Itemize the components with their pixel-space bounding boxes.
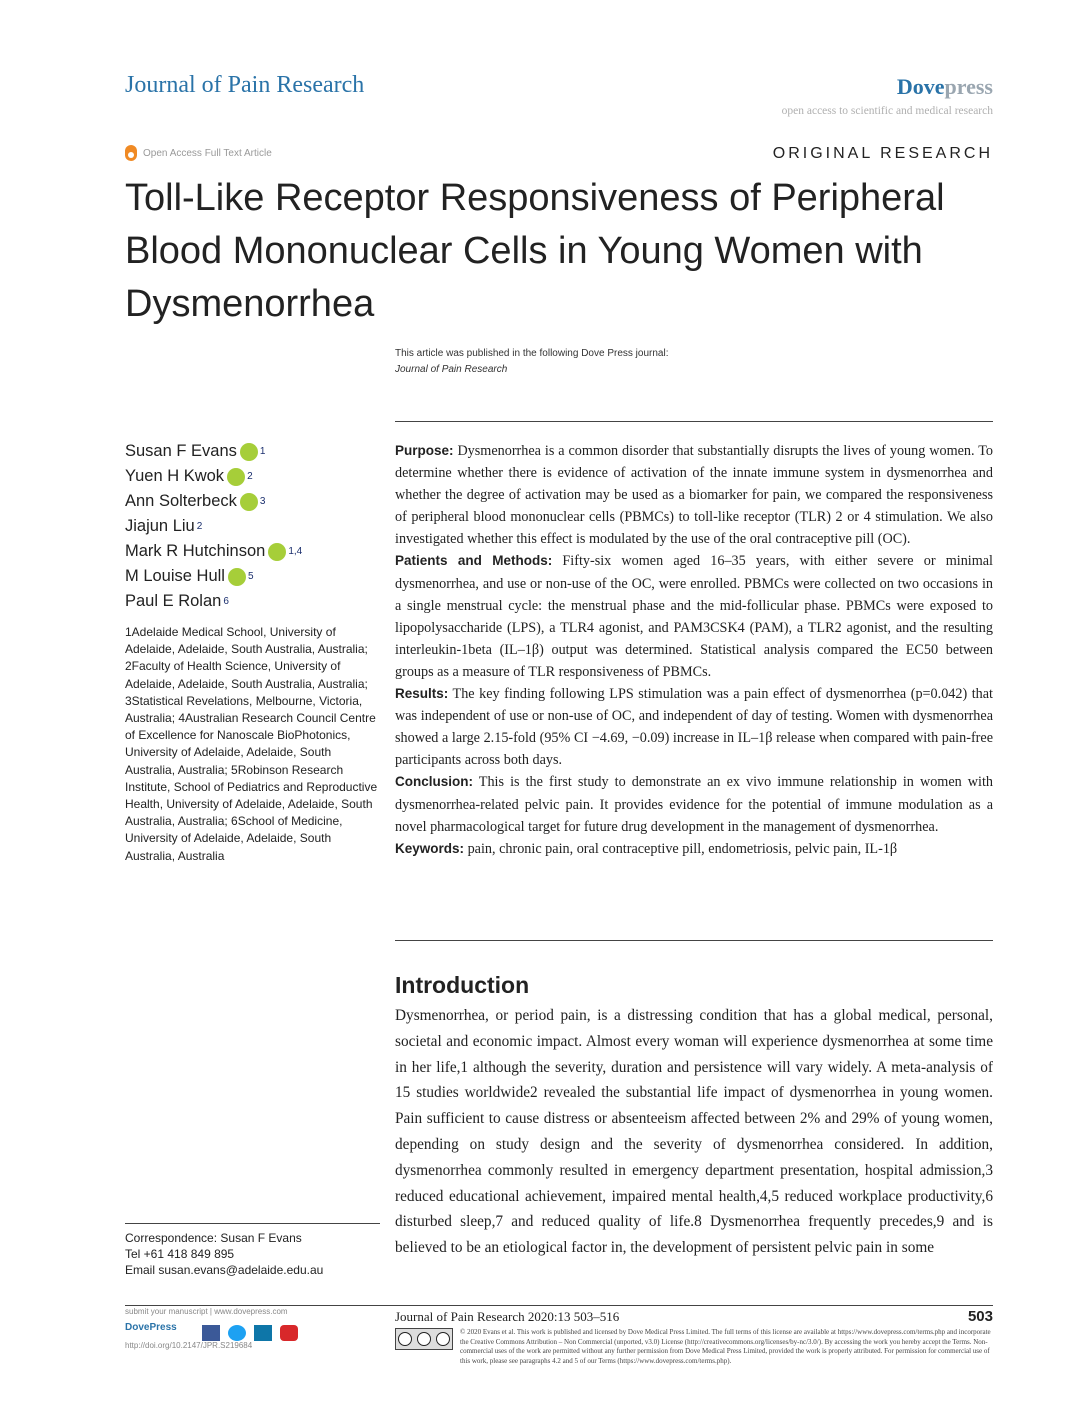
introduction-heading: Introduction	[395, 972, 530, 998]
twitter-icon[interactable]	[228, 1325, 246, 1341]
abstract-keywords	[395, 838, 993, 860]
article-type: ORIGINAL RESEARCH	[772, 145, 993, 162]
correspondence-tel: Tel +61 418 849 895	[125, 1247, 235, 1261]
publication-note	[395, 346, 668, 378]
footer-rule	[125, 1305, 993, 1306]
title-line-1: Toll-Like Receptor Responsiveness of Peripheral	[125, 177, 945, 219]
author-affiliation-ref: 6	[223, 596, 229, 607]
methods-text: Fifty-six women aged 16–35 years, with either severe or minimal dysmenorrhea, and use or non-use of the OC, were enrolled. PBMCs were collected on two occasions in a single menstrual cycle: the menstrual phase and the mid-follicular phase. PBMCs were exposed to lipopolysaccharide (LPS), a TLR4 agonist, and PAM3CSK4 (PAM), a TLR2 agonist, and the resulting interleukin-1beta (IL–1β) output was determined. Statistical analysis compared the EC50 between groups as a measure of TLR responsiveness of PBMCs.	[395, 553, 993, 680]
author-item[interactable]	[125, 514, 385, 539]
affiliations: 1Adelaide Medical School, University of Adelaide, Adelaide, South Australia, Australia; 2Faculty of Health Science, University of Adelaide, Adelaide, South Australia, Australia; 3Statistical Revelations, Melbourne, Victoria, Australia; 4Australian Research Council Centre of Excellence for Nanoscale BioPhotonics, University of Adelaide, Adelaide, South Australia, Australia; 5Robinson Research Institute, School of Pediatrics and Reproductive Health, University of Adelaide, Adelaide, South Australia, Australia; 6School of Medicine, University of Adelaide, Adelaide, South Australia, Australia	[125, 625, 378, 863]
author-item[interactable]	[125, 589, 385, 614]
abstract-bottom-rule	[395, 940, 993, 941]
abstract-purpose	[395, 440, 993, 550]
keywords-label: Keywords:	[395, 840, 465, 856]
publication-journal[interactable]: Journal of Pain Research	[395, 364, 508, 375]
author-name: Susan F Evans	[125, 442, 237, 460]
author-name: Ann Solterbeck	[125, 492, 237, 510]
abstract	[395, 440, 993, 860]
results-text: The key finding following LPS stimulation was a pain effect of dysmenorrhea (p=0.042) that was independent of use or non-use of OC, and independent of day of testing. Women with dysmenorrhea showed a large 2.15-fold (95% CI −4.69, −0.09) increase in IL–1β release when compared with pain-free participants across both days.	[395, 686, 993, 769]
by-circle-icon	[417, 1332, 431, 1346]
author-affiliation-ref: 2	[196, 521, 203, 532]
abstract-results	[395, 683, 993, 771]
doi-link[interactable]: http://doi.org/10.2147/JPR.S219684	[125, 1341, 253, 1350]
abstract-top-rule	[395, 421, 993, 422]
open-access-lock-icon	[125, 145, 137, 161]
orcid-icon[interactable]	[228, 568, 246, 586]
correspondence	[125, 1230, 385, 1278]
cc-circle-icon	[398, 1332, 412, 1346]
author-name: Paul E Rolan	[125, 592, 222, 610]
correspondence-name: Correspondence: Susan F Evans	[125, 1231, 302, 1245]
journal-title: Journal of Pain Research	[125, 72, 365, 98]
dovepress-logo[interactable]	[897, 74, 993, 100]
footer-journal-ref: Journal of Pain Research 2020:13 503–516	[395, 1309, 620, 1324]
author-affiliation-ref: 1,4	[288, 546, 303, 557]
brand-part1: Dove	[896, 74, 945, 99]
author-name: Jiajun Liu	[125, 517, 195, 535]
author-name: Yuen H Kwok	[125, 467, 225, 485]
submit-manuscript-link[interactable]: submit your manuscript | www.dovepress.com	[125, 1307, 288, 1316]
purpose-label: Purpose:	[395, 443, 454, 458]
abstract-methods	[395, 550, 993, 683]
open-access-badge	[125, 145, 272, 161]
license-text: © 2020 Evans et al. This work is published and licensed by Dove Medical Press Limited. The full terms of this license are available at https://www.dovepress.com/terms.php and incorporate the Creative Commons Attribution – Non Commercial (unported, v3.0) License (http://creativecommons.org/licenses/by-nc/3.0/). By accessing the work you hereby accept the Terms. Non-commercial uses of the work are permitted without any further permission from Dove Medical Press Limited, provided the work is properly attributed. For permission for commercial use of this work, please see paragraphs 4.2 and 5 of our Terms (https://www.dovepress.com/terms.php).	[460, 1328, 991, 1365]
correspondence-email[interactable]: Email susan.evans@adelaide.edu.au	[125, 1263, 324, 1277]
publisher-tagline: open access to scientific and medical research	[781, 105, 993, 117]
author-affiliation-ref: 3	[259, 496, 266, 507]
article-title	[125, 172, 1005, 331]
orcid-icon[interactable]	[268, 543, 286, 561]
author-item[interactable]	[125, 564, 385, 589]
author-item[interactable]	[125, 539, 385, 564]
conclusion-text: This is the first study to demonstrate an ex vivo immune relationship in women with dysmenorrhea-related pelvic pain. It provides evidence for the potential of immune modulation as a novel pharmacological target for future drug development in the management of dysmenorrhea.	[395, 774, 993, 835]
title-line-2: Blood Mononuclear Cells in Young Women with	[125, 230, 923, 272]
author-item[interactable]	[125, 464, 385, 489]
author-affiliation-ref: 1	[259, 446, 266, 457]
author-name: Mark R Hutchinson	[125, 542, 266, 560]
linkedin-icon[interactable]	[254, 1325, 272, 1341]
dovepress-footer-logo[interactable]: DovePress	[125, 1322, 177, 1333]
social-links	[202, 1325, 298, 1341]
nc-circle-icon	[436, 1332, 450, 1346]
purpose-text: Dysmenorrhea is a common disorder that substantially disrupts the lives of young women. To determine whether there is evidence of activation of the innate immune system in dysmenorrhea and whether the degree of activation may be used as a biomarker for pain, we compared the responsiveness of peripheral blood mononuclear cells (PBMCs) to toll-like receptor (TLR) 2 or 4 stimulation. We also investigated whether this effect is modulated by the use of the oral contraceptive pill (OC).	[395, 443, 993, 548]
conclusion-label: Conclusion:	[395, 774, 473, 790]
keywords-text: pain, chronic pain, oral contraceptive pill, endometriosis, pelvic pain, IL-1β	[467, 840, 898, 857]
facebook-icon[interactable]	[202, 1325, 220, 1341]
page-number: 503	[967, 1308, 993, 1325]
author-list	[125, 439, 385, 614]
creative-commons-icon[interactable]	[395, 1328, 453, 1350]
results-label: Results:	[395, 686, 449, 702]
author-item[interactable]	[125, 439, 385, 464]
abstract-conclusion	[395, 771, 993, 837]
author-item[interactable]	[125, 489, 385, 514]
orcid-icon[interactable]	[240, 443, 258, 461]
author-affiliation-ref: 2	[247, 471, 253, 482]
youtube-icon[interactable]	[280, 1325, 298, 1341]
author-affiliation-ref: 5	[247, 571, 254, 582]
publication-note-text: This article was published in the following Dove Press journal:	[395, 348, 669, 359]
author-name: M Louise Hull	[125, 567, 225, 585]
orcid-icon[interactable]	[240, 493, 258, 511]
correspondence-rule	[125, 1223, 380, 1224]
methods-label: Patients and Methods:	[395, 553, 553, 569]
open-access-label: Open Access Full Text Article	[143, 147, 272, 159]
title-line-3: Dysmenorrhea	[125, 283, 375, 325]
brand-part2: press	[944, 74, 993, 99]
introduction-body: Dysmenorrhea, or period pain, is a distressing condition that has a global medical, personal, societal and economic impact. Almost every woman will experience dysmenorrhea at some time in her life,1 although the severity, duration and persistence will vary widely. A meta-analysis of 15 studies worldwide2 revealed the substantial life impact of dysmenorrhea in young women. Pain sufficient to cause distress or absenteeism affected between 2% and 29% of young women, depending on study design and the severity of dysmenorrhea considered. In addition, dysmenorrhea commonly resulted in emergency department presentation, hospital admission,3 reduced educational achievement, impaired mental health,4,5 reduced workplace productivity,6 disturbed sleep,7 and reduced quality of life.8 Dysmenorrhea frequently precedes,9 and is believed to be an etiological factor in, the development of persistent pelvic pain in some	[395, 1007, 993, 1257]
orcid-icon[interactable]	[227, 468, 245, 486]
